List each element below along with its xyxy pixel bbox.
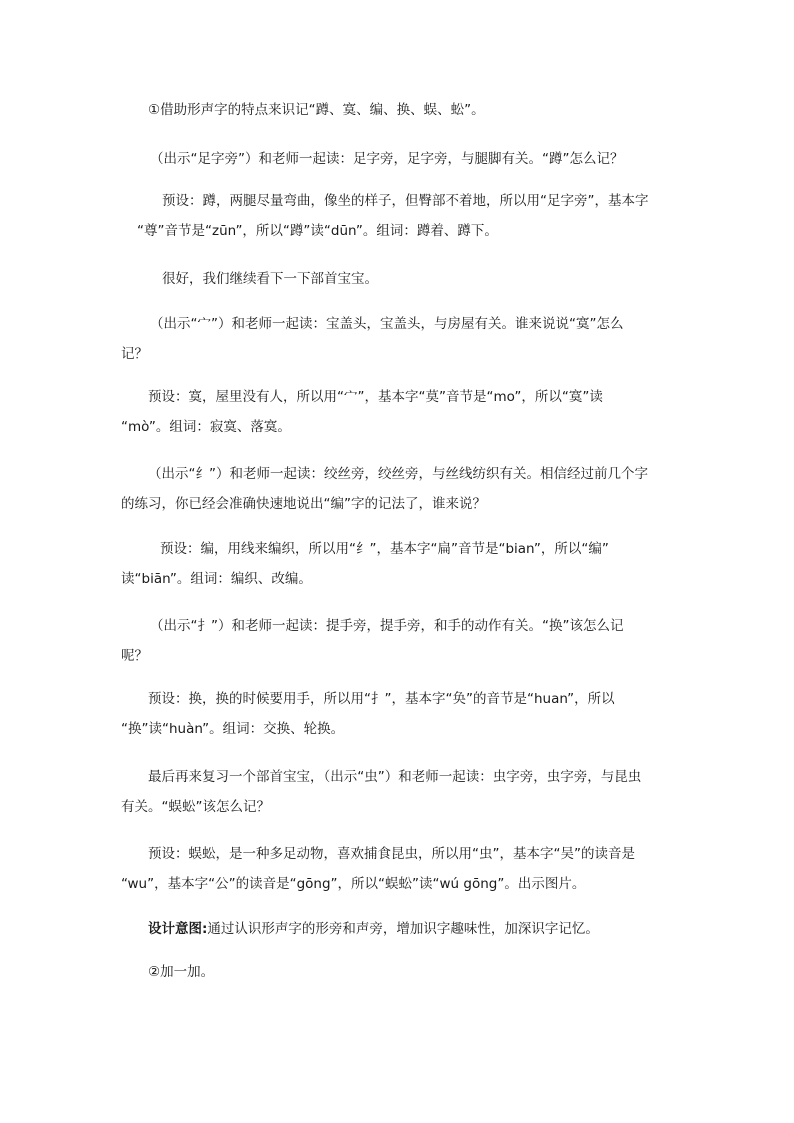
- paragraph-14-line-1: ②加一加。: [148, 964, 215, 980]
- design-intent-text: 通过认识形声字的形旁和声旁，增加识字趣味性，加深识字记忆。: [207, 921, 599, 937]
- paragraph-10-line-1: 预设：换，换的时候要用手，所以用“扌”，基本字“奂”的音节是“huan”，所以: [148, 691, 615, 707]
- paragraph-3-line-1: 预设：蹲，两腿尽量弯曲，像坐的样子，但臀部不着地，所以用“足字旁”，基本字: [162, 193, 649, 209]
- paragraph-7-line-1: （出示“纟”）和老师一起读：绞丝旁，绞丝旁，与丝线纺织有关。相信经过前几个字: [148, 466, 648, 482]
- paragraph-9-line-2: 呢？: [121, 648, 148, 664]
- paragraph-5-line-2: 记？: [121, 346, 148, 362]
- paragraph-5-line-1: （出示“宀”）和老师一起读：宝盖头，宝盖头，与房屋有关。谁来说说“寞”怎么: [150, 316, 624, 332]
- paragraph-7-line-2: 的练习，你已经会准确快速地说出“编”字的记法了，谁来说？: [121, 496, 486, 512]
- paragraph-2-line-1: （出示“足字旁”）和老师一起读：足字旁，足字旁，与腿脚有关。“蹲”怎么记？: [150, 151, 624, 167]
- paragraph-11-line-2: 有关。“蜈蚣”该怎么记？: [121, 799, 270, 815]
- design-intent-paragraph: [148, 920, 599, 938]
- paragraph-4-line-1: 很好，我们继续看下一下部首宝宝。: [162, 271, 378, 287]
- paragraph-8-line-2: 读“biān”。组词：编织、改编。: [121, 571, 312, 587]
- paragraph-6-line-1: 预设：寞，屋里没有人，所以用“宀”，基本字“莫”音节是“mo”，所以“寞”读: [148, 389, 603, 405]
- paragraph-12-line-1: 预设：蜈蚣，是一种多足动物，喜欢捕食昆虫，所以用“虫”，基本字“吴”的读音是: [148, 846, 635, 862]
- paragraph-6-line-2: “mò”。组词：寂寞、落寞。: [121, 419, 291, 435]
- paragraph-3-line-2: “尊”音节是“zūn”，所以“蹲”读“dūn”。组词：蹲着、蹲下。: [137, 223, 498, 239]
- paragraph-9-line-1: （出示“扌”）和老师一起读：提手旁，提手旁，和手的动作有关。“换”该怎么记: [150, 618, 624, 634]
- paragraph-10-line-2: “换”读“huàn”。组词：交换、轮换。: [121, 721, 345, 737]
- paragraph-1-line-1: ①借助形声字的特点来识记“蹲、寞、编、换、蜈、蚣”。: [148, 102, 485, 118]
- paragraph-8-line-1: 预设：编，用线来编织，所以用“纟”，基本字“扁”音节是“bian”，所以“编”: [160, 541, 609, 557]
- design-intent-label: 设计意图:: [148, 921, 208, 937]
- paragraph-11-line-1: 最后再来复习一个部首宝宝，（出示“虫”）和老师一起读：虫字旁，虫字旁，与昆虫: [148, 769, 642, 785]
- paragraph-12-line-2: “wu”，基本字“公”的读音是“gōng”，所以“蜈蚣”读“wú gōng”。出示图片。: [121, 876, 586, 892]
